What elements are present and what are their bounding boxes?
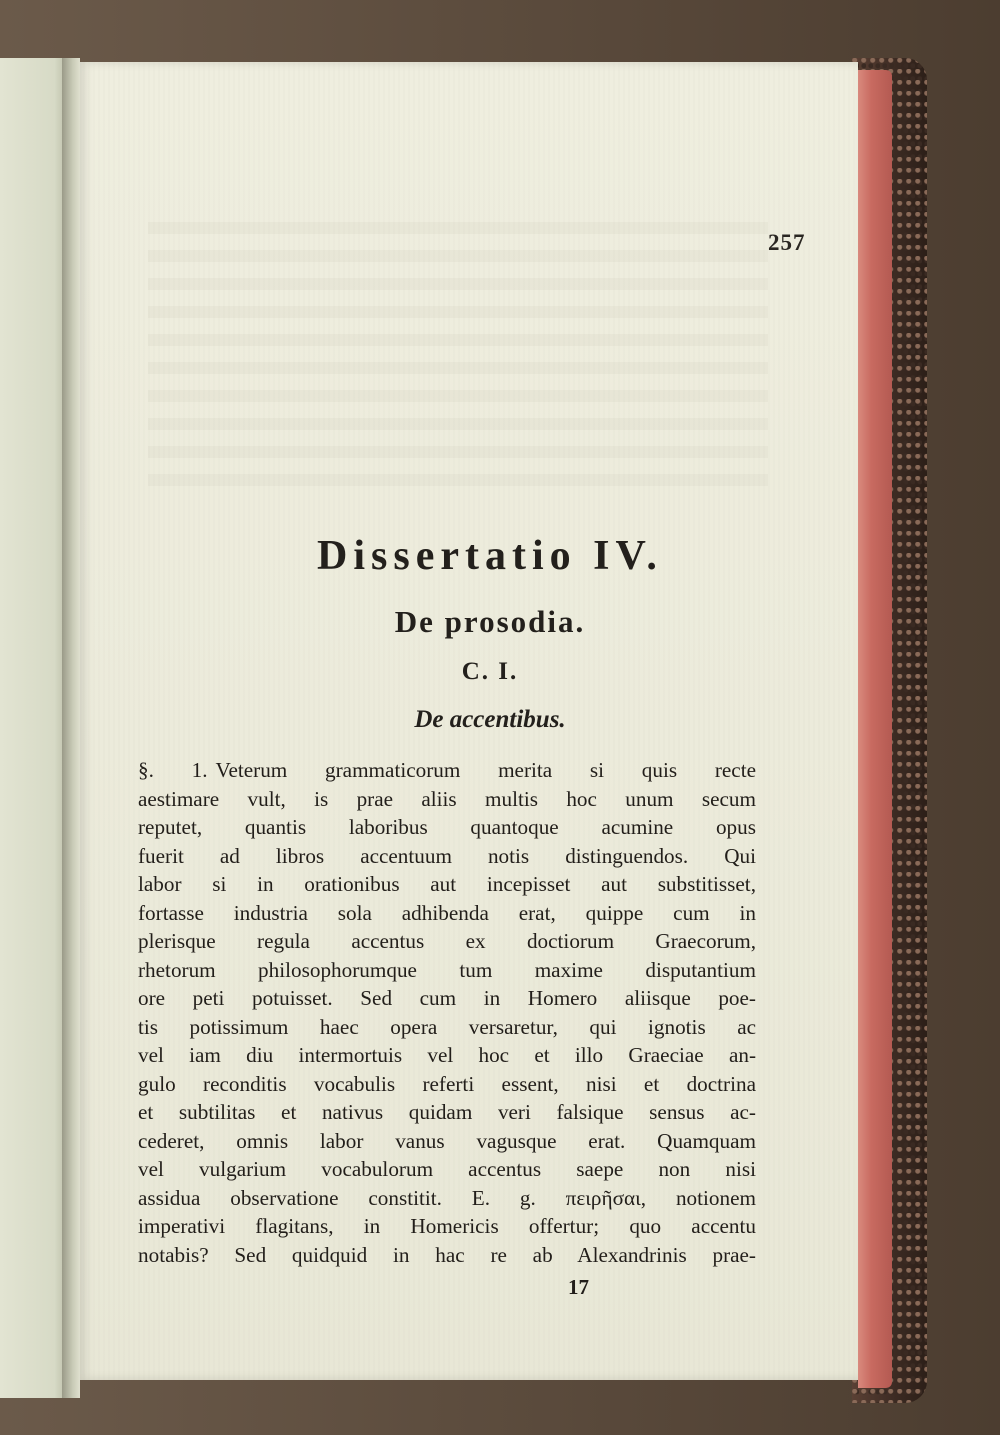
body-line: imperativi flagitans, in Homericis offertur; quo accentu xyxy=(138,1214,756,1238)
body-line: et subtilitas et nativus quidam veri falsique sensus ac- xyxy=(138,1100,756,1124)
paragraph-mark: §. 1. xyxy=(138,758,208,782)
previous-page-sliver xyxy=(0,58,70,1398)
body-line: notabis? Sed quidquid in hac re ab Alexandrinis prae- xyxy=(138,1242,756,1267)
page-number: 257 xyxy=(768,230,806,255)
body-line: labor si in orationibus aut incepisset aut substitisset, xyxy=(138,872,756,896)
body-line: cederet, omnis labor vanus vagusque erat. Quamquam xyxy=(138,1128,756,1153)
dissertation-title: Dissertatio IV. xyxy=(317,533,663,579)
body-line: assidua observatione constitit. E. g. πειρῆσαι, notionem xyxy=(138,1185,756,1210)
body-line: reputet, quantis laboribus quantoque acumine opus xyxy=(138,815,756,839)
body-line: vel vulgarium vocabulorum accentus saepe non nisi xyxy=(138,1157,756,1181)
page-block-edge xyxy=(858,70,892,1388)
signature-mark: 17 xyxy=(568,1275,589,1299)
body-line: tis potissimum haec opera versaretur, qui ignotis ac xyxy=(138,1014,756,1039)
chapter-heading: C. I. xyxy=(461,658,519,685)
body-line: fuerit ad libros accentuum notis distinguendos. Qui xyxy=(138,843,756,868)
body-line: gulo reconditis vocabulis referti essent, nisi et doctrina xyxy=(138,1071,756,1096)
bleed-through xyxy=(148,222,768,492)
body-line: ore peti potuisset. Sed cum in Homero aliisque poe- xyxy=(138,986,756,1010)
book-gutter xyxy=(62,58,80,1398)
dissertation-subtitle: De prosodia. xyxy=(394,604,586,639)
body-line: aestimare vult, is prae aliis multis hoc unum secum xyxy=(138,786,756,811)
body-text xyxy=(138,756,756,1269)
body-line: fortasse industria sola adhibenda erat, quippe cum in xyxy=(138,900,756,925)
body-line: plerisque regula accentus ex doctiorum Graecorum, xyxy=(138,929,756,953)
body-line-text: Veterum grammaticorum merita si quis recte xyxy=(215,758,756,782)
book-page xyxy=(78,62,858,1380)
body-line: rhetorum philosophorumque tum maxime disputantium xyxy=(138,957,756,982)
body-line-1 xyxy=(138,756,756,785)
body-line: vel iam diu intermortuis vel hoc et illo Graeciae an- xyxy=(138,1043,756,1067)
section-title: De accentibus. xyxy=(414,706,566,733)
